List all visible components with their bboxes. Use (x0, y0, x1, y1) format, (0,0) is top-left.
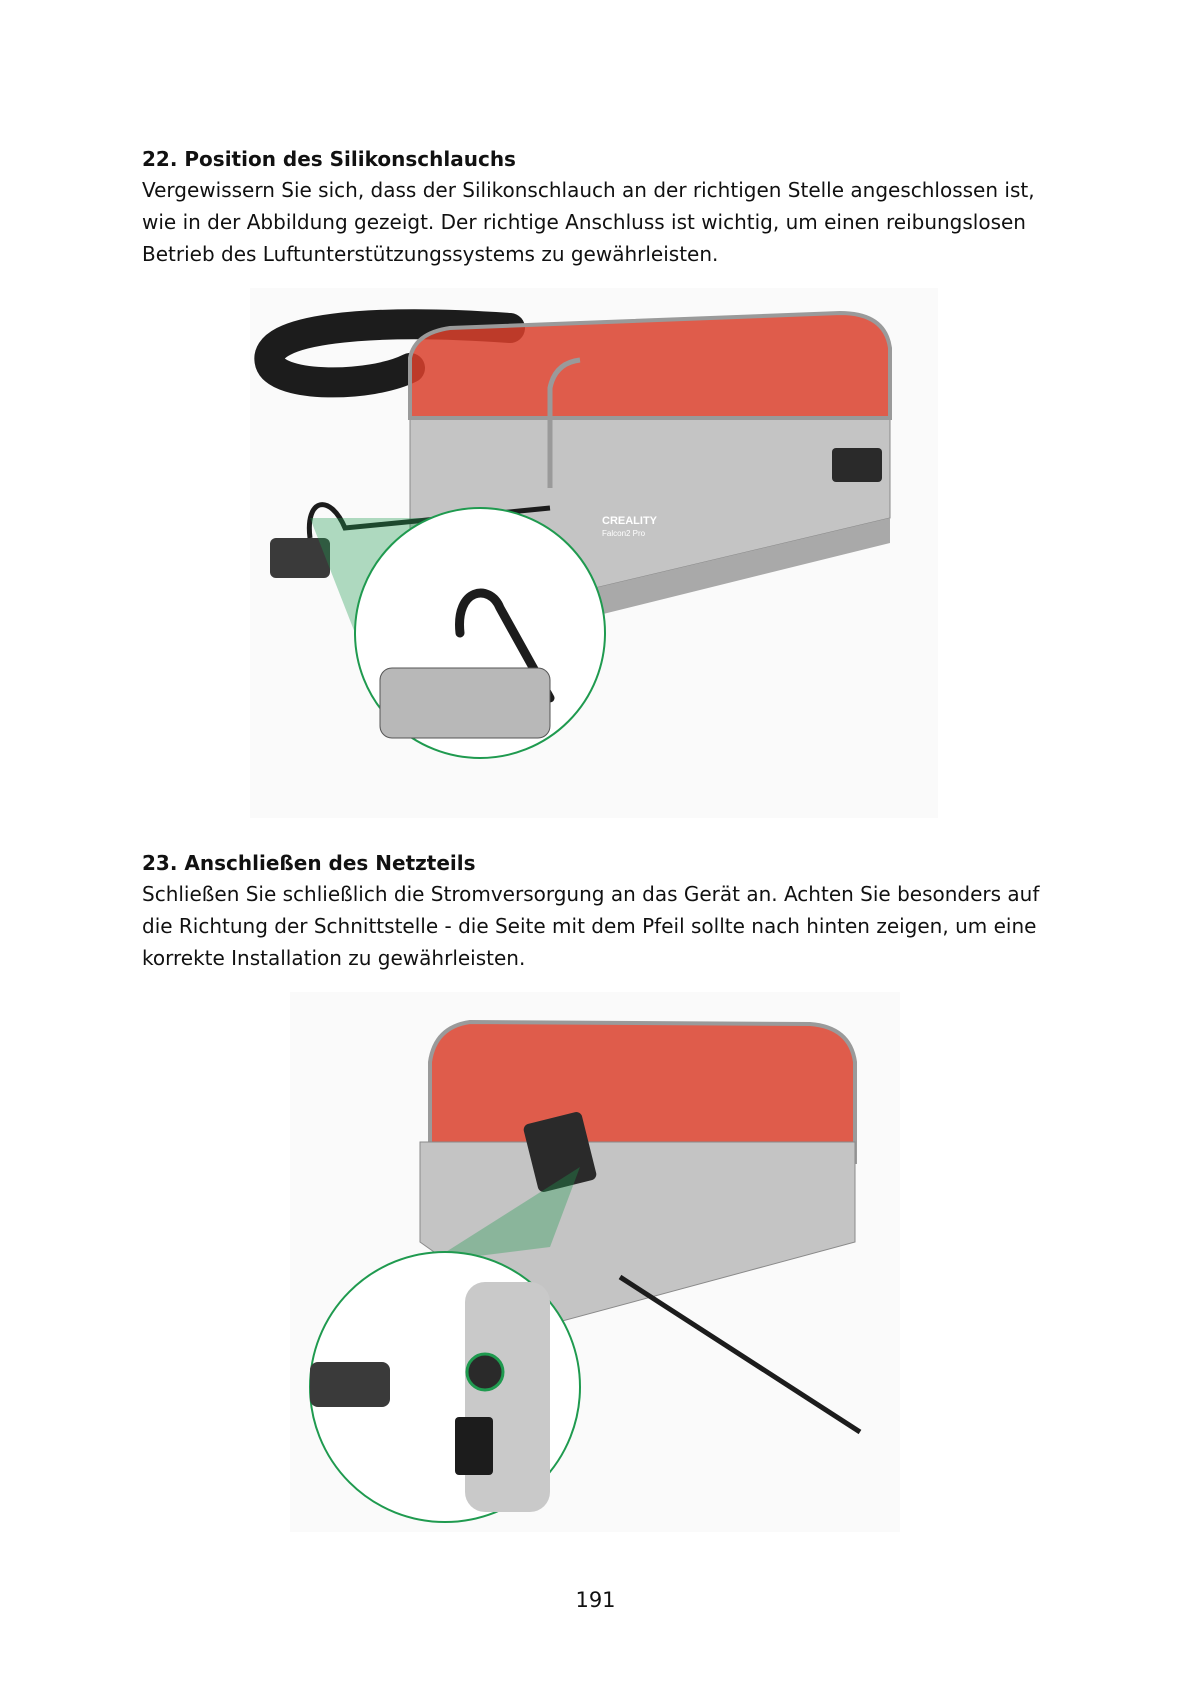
power-connection-figure (290, 992, 900, 1532)
red-enclosure (410, 313, 890, 418)
power-plug (310, 1362, 390, 1407)
laser-engraver-hose-illustration (250, 288, 938, 818)
laser-engraver-power-illustration (290, 992, 900, 1532)
section-22-text: Vergewissern Sie sich, dass der Silikonschlauch an der richtigen Stelle angeschlossen ist, wie in der Abbildung gezeigt. Der richtige Anschluss ist wichtig, um einen reibungslosen Betrieb des Luftunterstützungssystems zu gewährleisten. (142, 178, 1035, 266)
model-label: Falcon2 Pro (602, 529, 646, 538)
power-port (467, 1354, 503, 1390)
hose-position-figure (250, 288, 938, 818)
side-panel-closeup (465, 1282, 550, 1512)
section-23-text: Schließen Sie schließlich die Stromversorgung an das Gerät an. Achten Sie besonders auf die Richtung der Schnittstelle - die Seite mit dem Pfeil sollte nach hinten zeigen, um eine korrekte Installation zu gewährleisten. (142, 882, 1040, 970)
page-number: 191 (575, 1588, 616, 1612)
section-22-heading: 22. Position des Silikonschlauchs (142, 147, 516, 171)
power-cable (620, 1277, 860, 1432)
power-switch (455, 1417, 493, 1475)
section-23-heading: 23. Anschließen des Netzteils (142, 851, 476, 875)
pump-closeup (380, 668, 550, 738)
brand-label: CREALITY (602, 515, 657, 527)
control-panel (832, 448, 882, 482)
red-enclosure (430, 1022, 855, 1162)
